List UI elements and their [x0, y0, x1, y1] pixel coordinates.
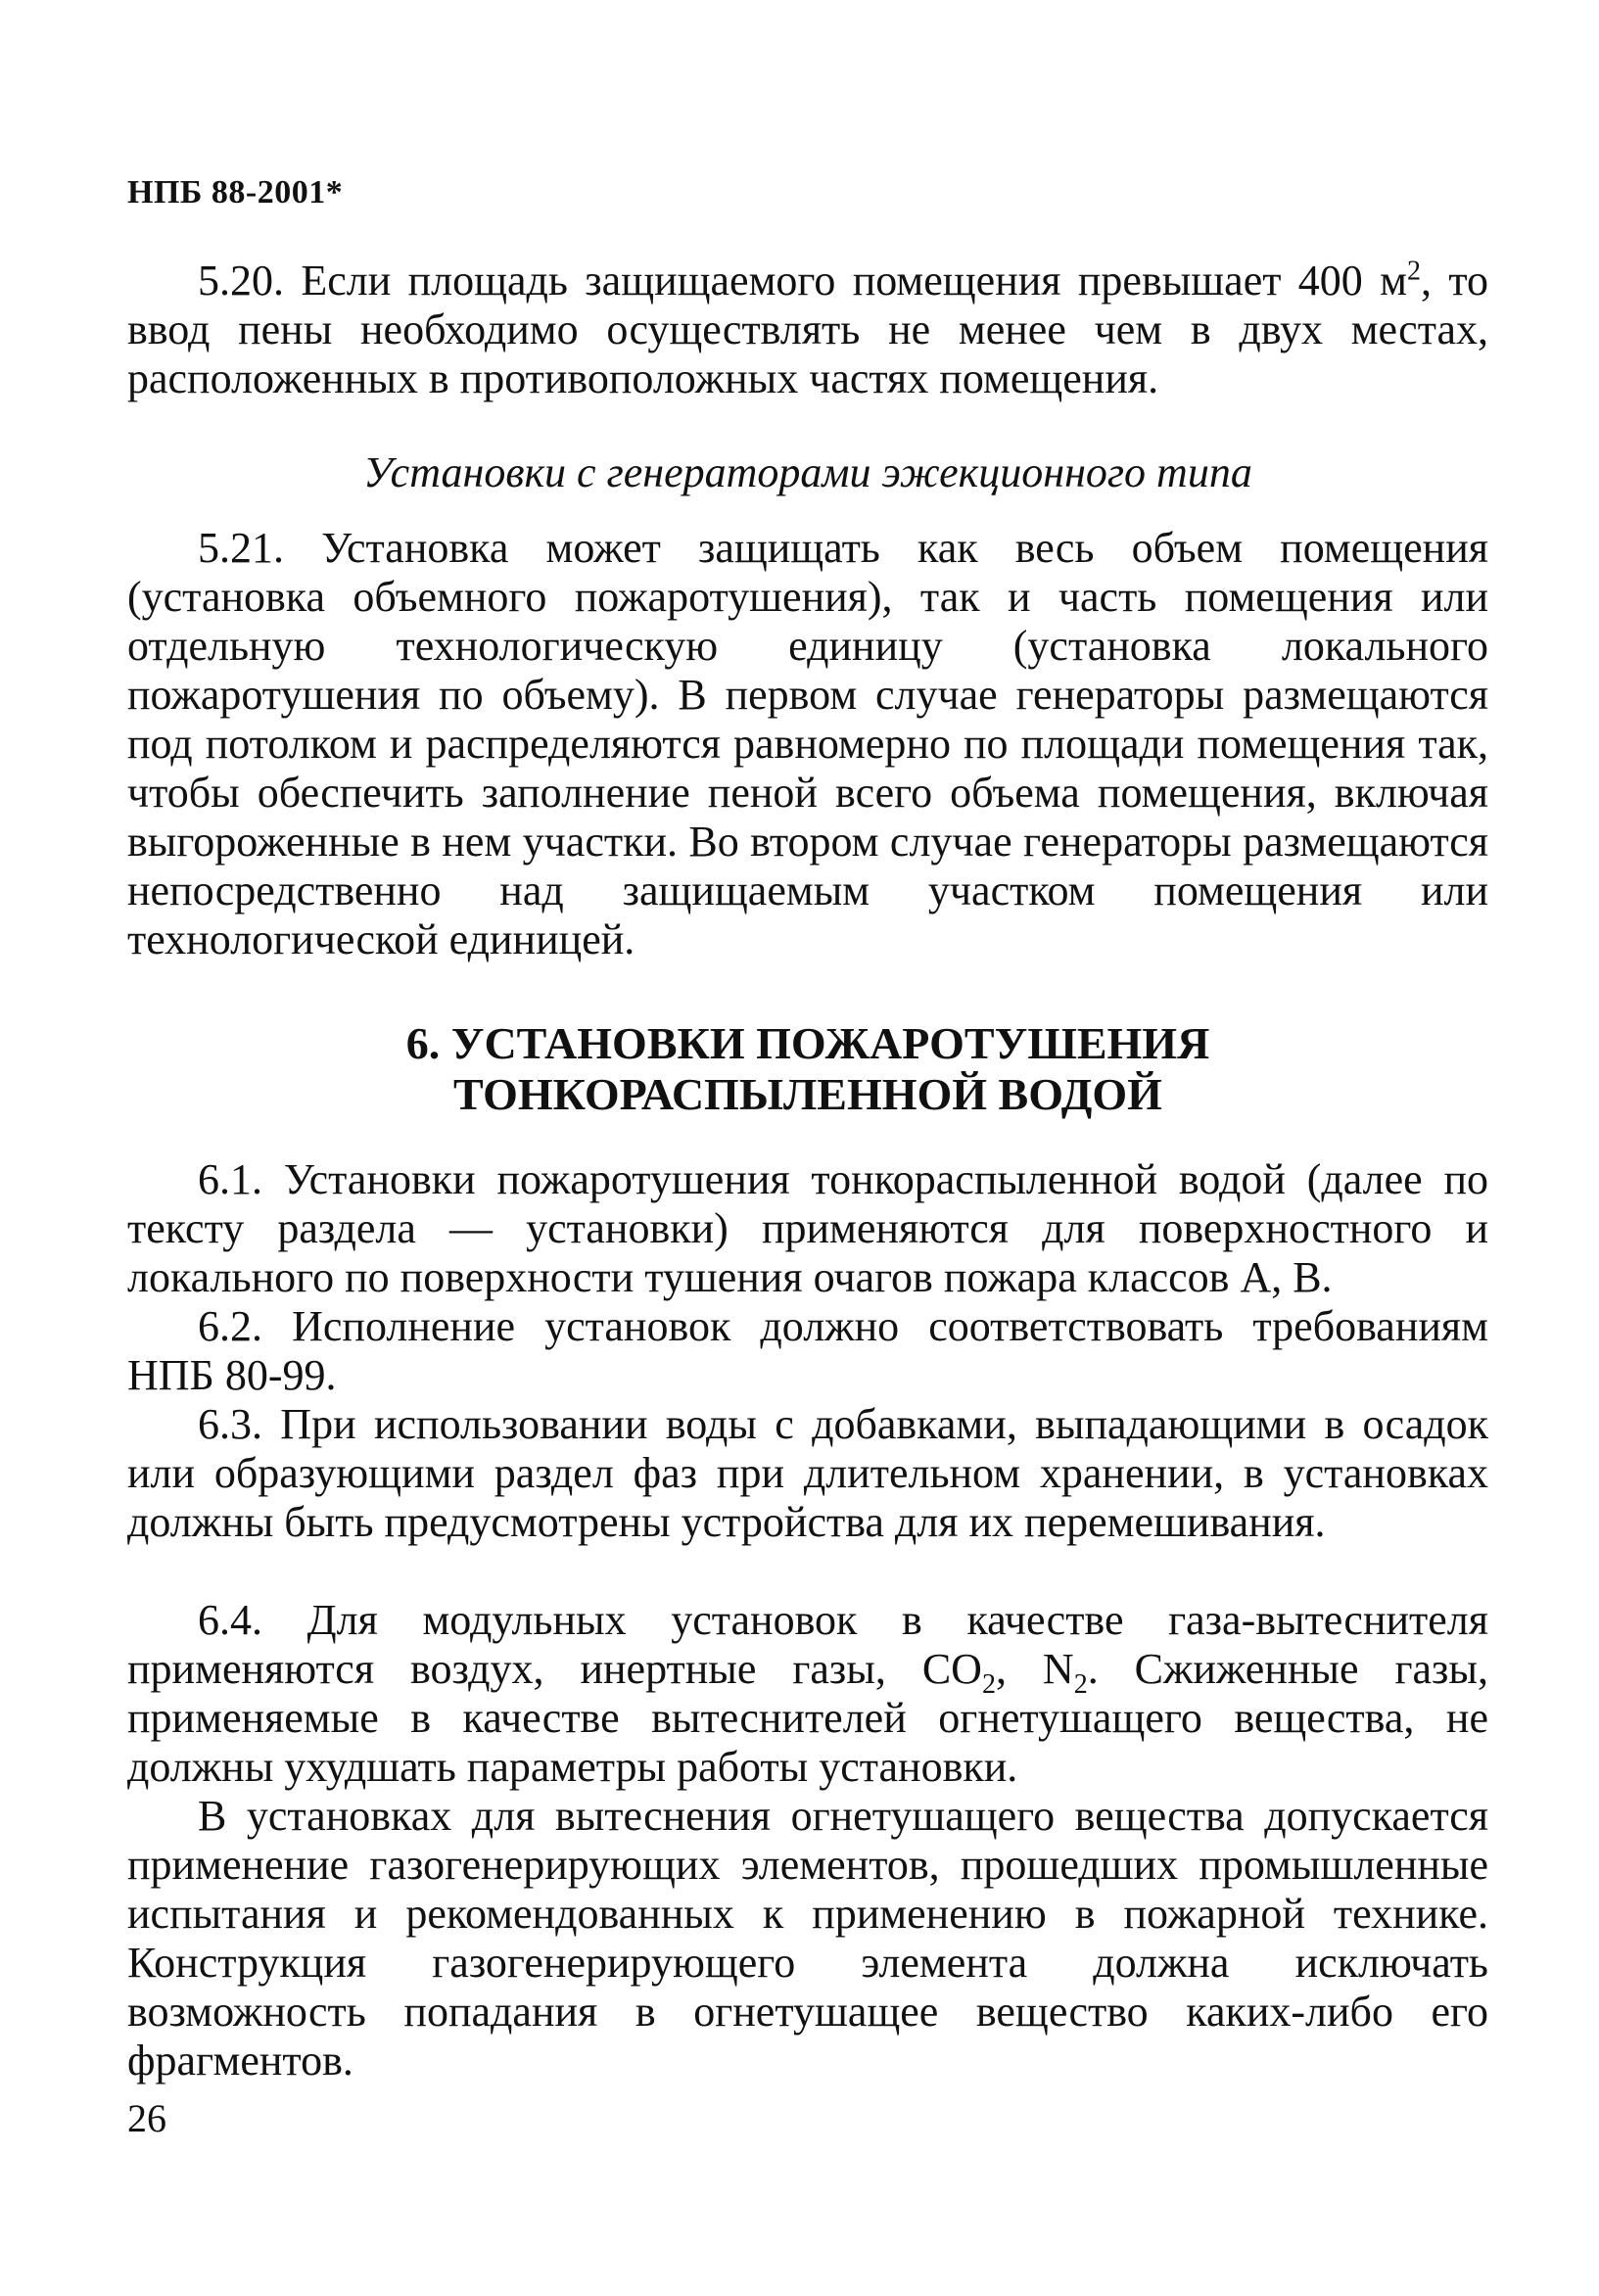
paragraph-6-4-text-b: , N	[995, 1645, 1074, 1693]
paragraph-5-20-text-b: , то ввод пены необходимо осуществлять не менее чем в двух местах, расположенных в противоположных частях помещения.	[127, 257, 1488, 402]
subheading-ejection-generators: Установки с генераторами эжекционного типа	[363, 448, 1252, 496]
section-6-heading	[127, 1018, 1488, 1120]
paragraph-6-3: 6.3. При использовании воды с добавками, выпадающими в осадок или образующими раздел фаз при длительном хранении, в установках должны быть предусмотрены устройства для их перемешивания.	[127, 1400, 1488, 1546]
paragraph-5-20-text-a: 5.20. Если площадь защищаемого помещения превышает 400 м	[198, 257, 1407, 305]
page-number: 26	[127, 2096, 166, 2140]
section-6-heading-line-1: 6. УСТАНОВКИ ПОЖАРОТУШЕНИЯ	[405, 1018, 1210, 1068]
paragraph-6-2: 6.2. Исполнение установок должно соответствовать требованиям НПБ 80-99.	[127, 1302, 1488, 1399]
running-head: НПБ 88-2001*	[127, 174, 344, 211]
subscript-co2: 2	[981, 1668, 996, 1700]
paragraph-5-21: 5.21. Установка может защищать как весь объем помещения (установка объемного пожаротушения), так и часть помещения или отдельную технологическую единицу (установка локального пожаротушения по объему). В первом случае генераторы размещаются под потолком и распределяются равномерно по площади помещения так, чтобы обеспечить заполнение пеной всего объема помещения, включая выгороженные в нем участки. Во втором случае генераторы размещаются непосредственно над защищаемым участком помещения или технологической единицей.	[127, 524, 1488, 963]
paragraph-6-4-text-c: . Сжиженные газы, применяемые в качестве вытеснителей огнетушащего вещества, не должны ухудшать параметры работы установки.	[127, 1645, 1488, 1791]
paragraph-6-4	[127, 1596, 1488, 1792]
paragraph-6-4-continuation: В установках для вытеснения огнетушащего вещества допускается применение газогенерирующих элементов, прошедших промышленные испытания и рекомендованных к применению в пожарной технике. Конструкция газогенерирующего элемента должна исключать возможность попадания в огнетушащее вещество каких-либо его фрагментов.	[127, 1792, 1488, 2085]
paragraph-6-4-text-a: 6.4. Для модульных установок в качестве газа-вытеснителя применяются воздух, инертные газы, CO	[127, 1596, 1488, 1693]
paragraph-6-1: 6.1. Установки пожаротушения тонкораспыленной водой (далее по тексту раздела — установки) применяются для поверхностного и локального по поверхности тушения очагов пожара классов А, В.	[127, 1155, 1488, 1301]
subscript-n2: 2	[1073, 1668, 1088, 1700]
paragraph-5-20	[127, 257, 1488, 403]
superscript-square: 2	[1407, 256, 1421, 287]
section-6-heading-line-2: ТОНКОРАСПЫЛЕННОЙ ВОДОЙ	[453, 1069, 1162, 1119]
